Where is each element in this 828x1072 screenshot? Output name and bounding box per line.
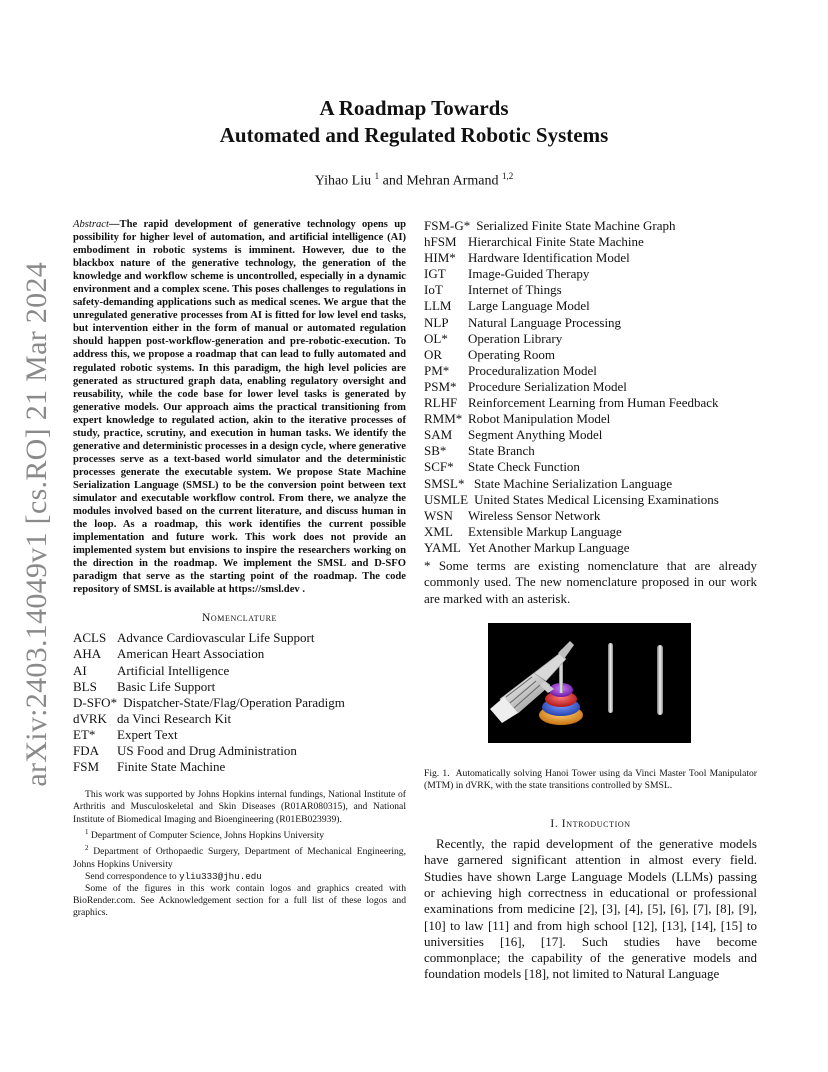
nomenclature-def: Expert Text	[117, 726, 178, 742]
nomenclature-item	[424, 427, 757, 443]
nomenclature-item	[424, 443, 757, 459]
nomenclature-item	[424, 266, 757, 282]
nomenclature-item	[424, 524, 757, 540]
abstract-dash: —	[108, 219, 120, 230]
nomenclature-def: Serialized Finite State Machine Graph	[476, 218, 676, 233]
nomenclature-list-left	[73, 630, 406, 775]
nomenclature-item	[424, 218, 757, 234]
nomenclature-def: Reinforcement Learning from Human Feedback	[468, 395, 719, 411]
author-line	[0, 171, 828, 190]
nomenclature-def: American Heart Association	[117, 646, 265, 662]
nomenclature-abbr: SB*	[424, 443, 447, 459]
nomenclature-def: Segment Anything Model	[468, 427, 603, 443]
nomenclature-abbr: FSM-G*	[424, 218, 471, 233]
nomenclature-note: * Some terms are existing nomenclature that are already commonly used. The new nomenclature proposed in our work are marked with an asterisk.	[424, 557, 757, 606]
affiliation-2-mark: 2	[85, 844, 89, 853]
figure-label: Fig. 1.	[424, 767, 450, 779]
affiliation-1	[73, 826, 406, 842]
nomenclature-item	[424, 459, 757, 475]
nomenclature-def: United States Medical Licensing Examinations	[474, 491, 719, 507]
nomenclature-item	[424, 315, 757, 331]
nomenclature-item	[73, 646, 406, 662]
affiliation-2	[73, 842, 406, 871]
nomenclature-def: Operation Library	[468, 330, 563, 346]
nomenclature-abbr: RMM*	[424, 411, 463, 427]
nomenclature-item	[424, 395, 757, 411]
nomenclature-item	[424, 379, 757, 395]
introduction-number: I.	[550, 818, 559, 831]
nomenclature-item	[424, 250, 757, 266]
nomenclature-def: State Machine Serialization Language	[474, 475, 673, 491]
affiliation-1-mark: 1	[85, 827, 89, 836]
nomenclature-abbr: XML	[424, 523, 453, 539]
nomenclature-item	[73, 727, 406, 743]
affiliation-2-text: Department of Orthopaedic Surgery, Department of Mechanical Engineering, Johns Hopkins University	[73, 846, 407, 870]
nomenclature-item	[73, 743, 406, 759]
introduction-text: Recently, the rapid development of the generative models have garnered significant attention in almost every field. Studies have shown Large Language Models (LLMs) passing or achieving high correctness in educational or professional examinations from medicine [2], [3], [4], [5], [6], [7], [8], [9], [10] to law [11] and from high school [12], [13], [14], [15] to universities [16], [17]. Such studies have become commonplace; the capability of the generative models and foundation models [18], not limited to Natural Language	[424, 836, 757, 982]
nomenclature-def: Artificial Intelligence	[117, 662, 230, 678]
nomenclature-item	[424, 411, 757, 427]
left-column	[73, 218, 406, 920]
author-1-affiliation: 1	[374, 171, 380, 181]
nomenclature-item	[73, 663, 406, 679]
hanoi-tower-render	[488, 623, 691, 743]
right-column	[424, 218, 757, 983]
nomenclature-item	[73, 679, 406, 695]
nomenclature-def: Procedure Serialization Model	[468, 378, 627, 394]
nomenclature-def: da Vinci Research Kit	[117, 710, 232, 726]
nomenclature-abbr: OL*	[424, 330, 448, 346]
figure-1-image	[488, 623, 691, 743]
nomenclature-abbr: RLHF	[424, 395, 458, 411]
nomenclature-item	[424, 476, 757, 492]
nomenclature-abbr: NLP	[424, 314, 449, 330]
nomenclature-def: State Branch	[468, 443, 535, 459]
nomenclature-item	[424, 282, 757, 298]
nomenclature-def: Hardware Identification Model	[468, 250, 630, 266]
nomenclature-abbr: WSN	[424, 507, 453, 523]
nomenclature-item	[73, 630, 406, 646]
nomenclature-item	[424, 492, 757, 508]
nomenclature-abbr: FDA	[73, 743, 100, 759]
nomenclature-def: Large Language Model	[468, 298, 590, 314]
nomenclature-item	[424, 298, 757, 314]
nomenclature-abbr: SCF*	[424, 459, 454, 475]
nomenclature-def: Image-Guided Therapy	[468, 266, 590, 282]
nomenclature-abbr: FSM	[73, 759, 100, 775]
nomenclature-def: US Food and Drug Administration	[117, 743, 297, 759]
nomenclature-def: Advance Cardiovascular Life Support	[117, 630, 315, 646]
author-2: Mehran Armand	[406, 173, 499, 189]
biorender-note: Some of the figures in this work contain logos and graphics created with BioRender.com. See Acknowledgement section for a full list of these logos and graphics.	[73, 883, 406, 919]
title-line-1: A Roadmap Towards	[319, 96, 509, 120]
nomenclature-abbr: IGT	[424, 266, 446, 282]
figure-caption-text: Automatically solving Hanoi Tower using da Vinci Master Tool Manipulator (MTM) in dVRK, with the state transitions controlled by SMSL.	[424, 767, 757, 791]
correspondence	[73, 871, 406, 883]
arxiv-stamp	[20, 261, 53, 787]
author-2-affiliation: 1,2	[502, 171, 514, 181]
funding-footnote: This work was supported by Johns Hopkins internal fundings, National Institute of Arthritis and Musculoskeletal and Skin Diseases (R01AR080315), and National Institute of Biomedical Imaging and Bioengineering (R01EB023939).	[73, 789, 406, 825]
nomenclature-abbr: AHA	[73, 646, 102, 662]
introduction-title: Introduction	[561, 818, 631, 831]
abstract-label: Abstract	[73, 219, 109, 230]
nomenclature-def: Finite State Machine	[117, 759, 226, 775]
nomenclature-item	[424, 363, 757, 379]
correspondence-email[interactable]: yliu333@jhu.edu	[179, 870, 262, 882]
nomenclature-item	[424, 331, 757, 347]
nomenclature-def: Internet of Things	[468, 282, 562, 298]
nomenclature-def: Natural Language Processing	[468, 314, 622, 330]
nomenclature-abbr: PSM*	[424, 378, 457, 394]
nomenclature-item	[73, 695, 406, 711]
nomenclature-abbr: AI	[73, 662, 87, 678]
nomenclature-item	[73, 759, 406, 775]
nomenclature-def: Hierarchical Finite State Machine	[468, 234, 644, 250]
nomenclature-item	[424, 347, 757, 363]
author-conjunction: and	[382, 173, 403, 189]
nomenclature-def: Dispatcher-State/Flag/Operation Paradigm	[123, 694, 345, 710]
paper-title	[0, 95, 828, 149]
nomenclature-abbr: SMSL*	[424, 475, 465, 491]
nomenclature-def: State Check Function	[468, 459, 580, 475]
author-1: Yihao Liu	[314, 173, 372, 189]
figure-caption	[424, 768, 757, 792]
nomenclature-heading: Nomenclature	[201, 612, 278, 625]
nomenclature-def: Basic Life Support	[117, 678, 216, 694]
nomenclature-def: Wireless Sensor Network	[468, 507, 601, 523]
nomenclature-abbr: USMLE	[424, 491, 469, 507]
nomenclature-abbr: OR	[424, 346, 443, 362]
nomenclature-item	[424, 540, 757, 556]
nomenclature-def: Proceduralization Model	[468, 362, 597, 378]
title-line-2: Automated and Regulated Robotic Systems	[219, 123, 609, 147]
nomenclature-def: Operating Room	[468, 346, 556, 362]
abstract-text: The rapid development of generative technology opens up possibility for higher level of automation, and artificial intelligence (AI) embodiment in robotic systems is imminent. However, due to the blackbox nature of the generative technology, the generation of the knowledge and workflow scheme is uncontrolled, especially in a dynamic environment and a complex scene. This poses challenges to regulations in safety-demanding applications such as medical scenes. We argue that the unregulated generative processes from AI is fitted for low level end tasks, but intervention either in the form of manual or automated regulation should happen post-workflow-generation and pre-robotic-execution. To address this, we propose a roadmap that can lead to fully automated and regulated robotic systems. In this paradigm, the high level policies are generated as structured graph data, enabling regulatory oversight and reusability, while the code base for lower level tasks is generated by generative models. Our approach aims the practical transitioning from expert knowledge to regulated action, akin to the iterative processes of study, practice, scrutiny, and execution in human tasks. We identify the generative and deterministic processes in a design cycle, where generative processes serve as a text-based world simulator and the deterministic processes generate the executable system. We propose State Machine Serialization Language (SMSL) to be the conversion point between text simulator and executable workflow control. From there, we analyze the modules involved based on the current literature, and discuss human in the loop. As a roadmap, this work identifies the current possible implementation and future work. This work does not provide an implemented system but envisions to inspire the researchers working on the direction in the roadmap. We implement the SMSL and D-SFO paradigm that serve as the starting point of the roadmap. The code repository of SMSL is available at https://smsl.dev .	[73, 219, 406, 596]
correspondence-label: Send correspondence to	[85, 870, 177, 882]
nomenclature-def: Extensible Markup Language	[468, 523, 622, 539]
affiliation-1-text: Department of Computer Science, Johns Hopkins University	[90, 830, 325, 841]
nomenclature-abbr: IoT	[424, 282, 443, 298]
footnotes	[73, 789, 406, 919]
introduction-heading	[424, 818, 757, 830]
nomenclature-def: Robot Manipulation Model	[468, 411, 611, 427]
nomenclature-abbr: SAM	[424, 427, 453, 443]
abstract	[73, 218, 406, 596]
nomenclature-item	[424, 234, 757, 250]
nomenclature-abbr: YAML	[424, 539, 461, 555]
nomenclature-abbr: D-SFO*	[73, 694, 118, 710]
arxiv-stamp-text: arXiv:2403.14049v1 [cs.RO] 21 Mar 2024	[20, 261, 53, 787]
nomenclature-def: Yet Another Markup Language	[468, 539, 630, 555]
nomenclature-abbr: ACLS	[73, 630, 107, 646]
nomenclature-abbr: LLM	[424, 298, 452, 314]
nomenclature-item	[424, 508, 757, 524]
nomenclature-abbr: ET*	[73, 726, 96, 742]
nomenclature-abbr: HIM*	[424, 250, 456, 266]
nomenclature-item	[73, 711, 406, 727]
nomenclature-abbr: PM*	[424, 362, 450, 378]
nomenclature-abbr: BLS	[73, 678, 97, 694]
nomenclature-list-right	[424, 218, 757, 556]
nomenclature-abbr: hFSM	[424, 234, 457, 250]
nomenclature-abbr: dVRK	[73, 710, 107, 726]
